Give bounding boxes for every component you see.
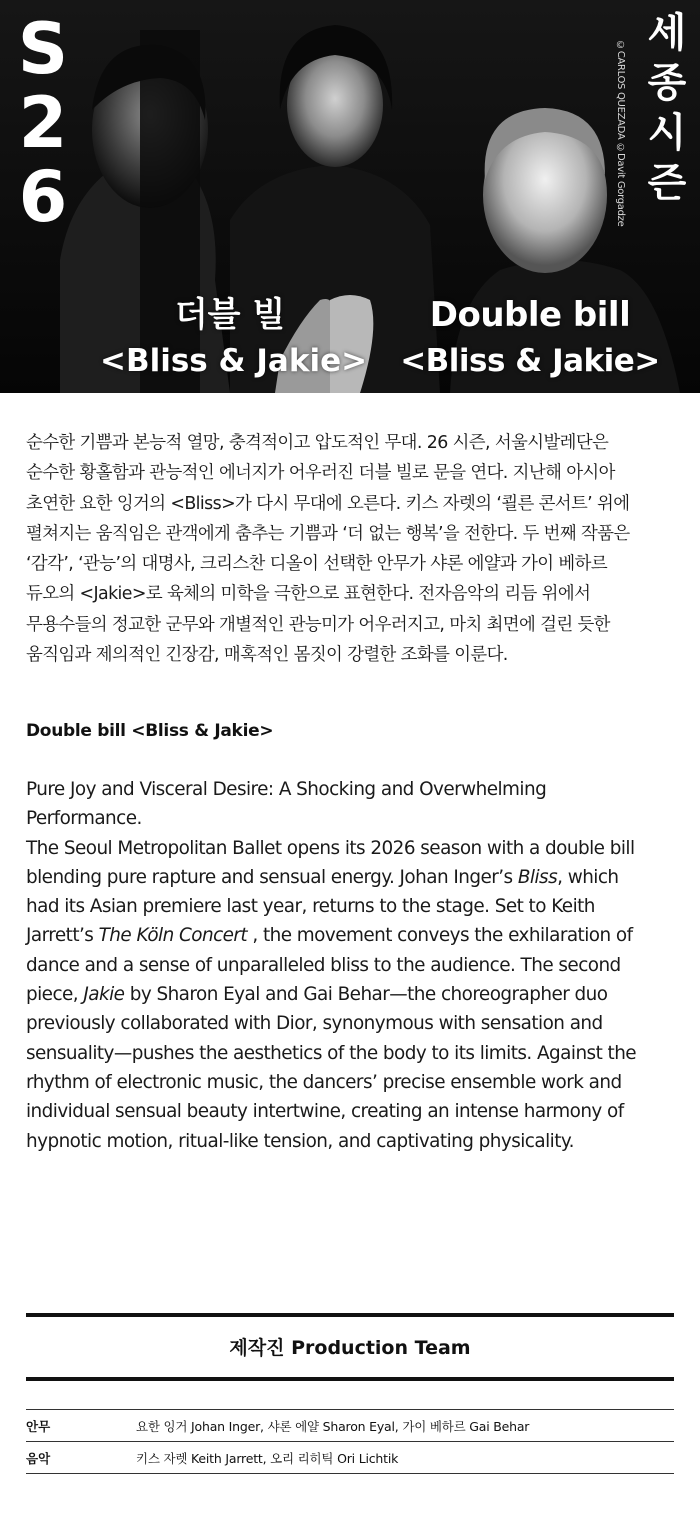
season-code-digit: 6	[18, 156, 68, 238]
intro-en-line: The Seoul Metropolitan Ballet opens its 2026 season with a double bill	[26, 837, 635, 859]
intro-ko-line: 무용수들의 정교한 군무와 개별적인 관능미가 어우러지고, 마치 최면에 걸린 듯한	[26, 614, 610, 635]
intro-ko-line: 펼쳐지는 움직임은 관객에게 춤추는 기쁨과 ‘더 없는 행복’을 전한다. 두 번째 작품은	[26, 523, 630, 544]
intro-en-line: hypnotic motion, ritual-like tension, and captivating physicality.	[26, 1130, 574, 1152]
team-row-label: 안무	[26, 1418, 51, 1434]
season-label-char: 시	[647, 110, 687, 156]
intro-en-line	[26, 921, 686, 950]
work-title-jakie: Jakie	[83, 984, 125, 1006]
title-en-line1: Double bill	[429, 295, 631, 335]
intro-ko-line: 듀오의 <Jakie>로 육체의 미학을 극한으로 표현한다. 전자음악의 리듬 위에서	[26, 584, 591, 605]
intro-ko-line: 순수한 황홀함과 관능적인 에너지가 어우러진 더블 빌로 문을 연다. 지난해 아시아	[26, 463, 615, 484]
season-label-ko	[642, 8, 692, 208]
title-ko-line1: 더블 빌	[174, 295, 286, 335]
title-en	[370, 292, 690, 384]
team-row-value: 키스 자렛 Keith Jarrett, 오리 리히틱 Ori Lichtik	[136, 1450, 399, 1466]
season-label-char: 종	[647, 60, 687, 106]
intro-ko-line: 초연한 요한 잉거의 <Bliss>가 다시 무대에 오른다. 키스 자렛의 ‘쾰른 콘서트’ 위에	[26, 493, 630, 514]
text-segment: Jarrett’s	[26, 925, 99, 947]
intro-en-line	[26, 980, 686, 1009]
intro-en-line: Pure Joy and Visceral Desire: A Shocking and Overwhelming	[26, 779, 547, 800]
intro-en-line: had its Asian premiere last year, returns to the stage. Set to Keith	[26, 896, 595, 918]
season-code-digit: 2	[18, 82, 68, 164]
team-row-label: 음악	[26, 1450, 51, 1466]
title-en-line2: <Bliss & Jakie>	[400, 343, 660, 379]
intro-en-line: rhythm of electronic music, the dancers’ precise ensemble work and	[26, 1071, 622, 1093]
team-row-value: 요한 잉거 Johan Inger, 샤론 에얄 Sharon Eyal, 가이 베하르 Gai Behar	[136, 1418, 530, 1434]
production-team-title: 제작진 Production Team	[229, 1337, 471, 1359]
intro-korean	[26, 428, 678, 670]
season-label-char: 즌	[647, 160, 687, 206]
text-segment: blending pure rapture and sensual energy. Johan Inger’s	[26, 866, 518, 888]
team-row-choreography	[26, 1410, 674, 1442]
spacer	[26, 1381, 674, 1410]
intro-en-line: sensuality—pushes the aesthetics of the body to its limits. Against the	[26, 1042, 637, 1064]
title-ko-line2: <Bliss & Jakie>	[100, 343, 368, 379]
photo-credit: ©CARLOS QUEZADA ©Davit Gorgadze	[615, 40, 626, 227]
intro-ko-line: 순수한 기쁨과 본능적 열망, 충격적이고 압도적인 무대. 26 시즌, 서울시발레단은	[26, 433, 609, 453]
text-segment: , which	[557, 866, 619, 888]
intro-en-line: Performance.	[26, 808, 142, 830]
title-ko	[100, 292, 368, 384]
team-row-music	[26, 1442, 674, 1474]
production-team	[26, 1313, 674, 1474]
season-code-letter: S	[17, 8, 69, 90]
text-segment: , the movement conveys the exhilaration of	[247, 925, 633, 947]
text-segment: piece,	[26, 984, 84, 1006]
season-label-char: 세	[647, 10, 687, 56]
intro-english	[26, 775, 686, 1156]
intro-ko-line: ‘감각’, ‘관능’의 대명사, 크리스찬 디올이 선택한 안무가 샤론 에얄과 가이 베하르	[26, 554, 608, 575]
work-title-koln: The Köln Concert	[98, 925, 248, 947]
intro-ko-line: 움직임과 제의적인 긴장감, 매혹적인 몸짓이 강렬한 조화를 이룬다.	[26, 645, 508, 666]
hero-banner	[0, 0, 700, 393]
intro-en-line: individual sensual beauty intertwine, creating an intense harmony of	[26, 1101, 624, 1123]
english-heading: Double bill <Bliss & Jakie>	[26, 721, 274, 741]
season-code	[8, 8, 78, 238]
text-segment: by Sharon Eyal and Gai Behar—the choreographer duo	[124, 984, 608, 1006]
work-title-bliss: Bliss	[517, 866, 558, 888]
intro-en-line	[26, 863, 686, 892]
intro-en-line: dance and a sense of unparalleled bliss to the audience. The second	[26, 954, 621, 976]
intro-en-line: previously collaborated with Dior, synonymous with sensation and	[26, 1013, 603, 1035]
